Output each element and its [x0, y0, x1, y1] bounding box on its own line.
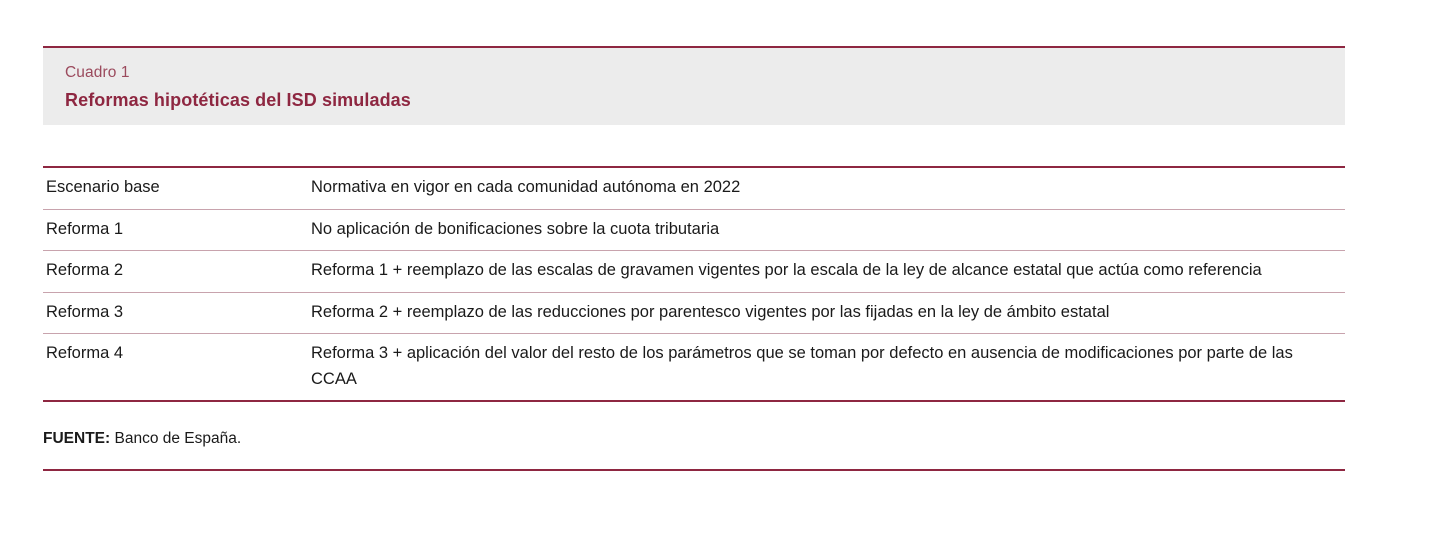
scenario-cell: Reforma 3 [43, 292, 311, 334]
caption-title: Reformas hipotéticas del ISD simuladas [65, 89, 411, 110]
caption-number: Cuadro 1 [65, 64, 130, 81]
description-cell: Normativa en vigor en cada comunidad autónoma en 2022 [311, 167, 1345, 209]
table-row [43, 292, 1345, 334]
description-cell: No aplicación de bonificaciones sobre la cuota tributaria [311, 209, 1345, 251]
source-text: Banco de España. [114, 430, 242, 447]
scenario-cell: Reforma 1 [43, 209, 311, 251]
bottom-rule [43, 469, 1345, 471]
source-label: FUENTE: [43, 430, 111, 447]
table-row [43, 209, 1345, 251]
description-cell: Reforma 3 + aplicación del valor del resto de los parámetros que se toman por defecto en ausencia de modificaciones por parte de las CCAA [311, 334, 1345, 402]
description-cell: Reforma 2 + reemplazo de las reducciones por parentesco vigentes por las fijadas en la ley de ámbito estatal [311, 292, 1345, 334]
table-row [43, 334, 1345, 402]
description-cell: Reforma 1 + reemplazo de las escalas de gravamen vigentes por la escala de la ley de alcance estatal que actúa como referencia [311, 251, 1345, 293]
table-row [43, 167, 1345, 209]
scenario-cell: Reforma 2 [43, 251, 311, 293]
scenario-cell: Escenario base [43, 167, 311, 209]
source-note [43, 429, 241, 449]
scenario-cell: Reforma 4 [43, 334, 311, 402]
table-header-block [43, 46, 1345, 125]
table-row [43, 251, 1345, 293]
reforms-table [43, 166, 1345, 402]
